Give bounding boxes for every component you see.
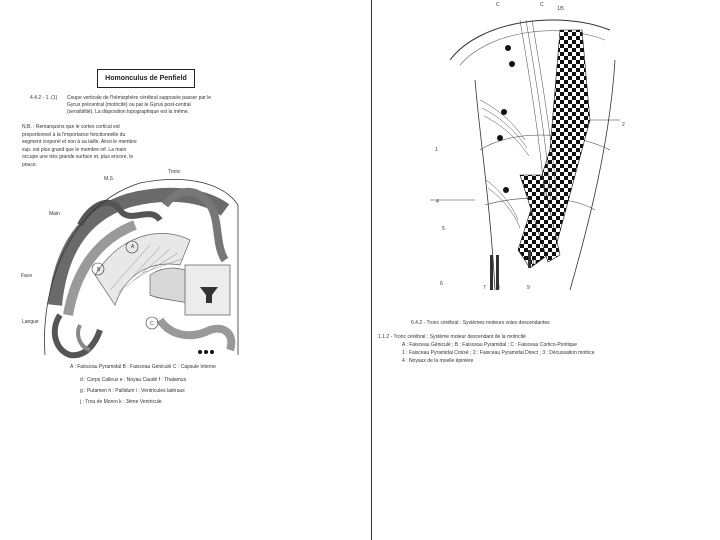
legend-line-3: g : Putamen h : Pallidum i : Ventricules latéraux: [80, 388, 185, 394]
rp-legend-4: 4 : Noyaux de la moelle épinière: [402, 358, 474, 364]
brainstem-motor-pathways-figure: [420, 0, 640, 300]
label-c: C: [150, 321, 154, 327]
rp-label-4: 4: [436, 199, 439, 205]
label-b: B: [97, 267, 101, 273]
rp-label-1: 1: [435, 147, 438, 153]
label-langue: Langue: [22, 319, 39, 325]
figure-ref: 4.4.2 - 1. (1): [30, 95, 58, 101]
note-paragraph: N.B. : Remarquons que le cortex cortical est proportionnel à la l'importance fonctionnelle du segment corporel et non à sa taille. Ainsi le membre sup. est plus grand que le membre inf. La main occupe une très grande surface et, plus encore, le pouce.: [22, 124, 137, 168]
intro-line-3: (sensibilité). La disposition topographique est la même.: [67, 109, 190, 115]
rp-label-6: 6: [440, 281, 443, 287]
rp-label-15: 1/5: [557, 6, 564, 12]
rp-label-9: 9: [527, 285, 530, 291]
figure-title: Homonculus de Penfield: [97, 69, 195, 88]
label-ms: M.S.: [104, 176, 115, 182]
rp-label-5: 5: [442, 226, 445, 232]
label-tronc: Tronc: [168, 169, 181, 175]
legend-line-4: j : Trou de Monro k : 3ème Ventricule: [80, 399, 162, 405]
rp-label-c2: C: [540, 2, 544, 8]
rp-label-c1: C: [496, 2, 500, 8]
label-face: Face: [21, 273, 33, 279]
intro-line-1: Coupe verticale de l'hémisphère cérébral supposée passer par le: [67, 95, 212, 101]
rp-label-2: 2: [622, 122, 625, 128]
page-divider: [371, 0, 372, 540]
rp-label-7: 7: [483, 285, 486, 291]
rp-legend-1: 1.1.2 - Tronc cérébral : Système moteur descendant de la motricité: [378, 334, 526, 340]
rp-caption: 6.4.2 - Tronc cérébral : Systèmes moteurs voies descendantes: [411, 320, 550, 326]
rp-label-8: 8: [497, 285, 500, 291]
brain-coronal-figure: [40, 165, 240, 360]
label-main: Main: [49, 211, 60, 217]
intro-line-2: Gyrus précentral (motricité) ou par le Gyrus post-central: [67, 102, 191, 108]
rp-legend-3: 1 : Faisceau Pyramidal Croisé ; 2 : Faisceau Pyramidal Direct ; 3 : Décussation motrice: [402, 350, 595, 356]
legend-line-1: A : Faisceau Pyramidal B : Faisceau Géniculé C : Capsule Interne: [70, 364, 216, 370]
rp-legend-2: A : Faisceau Géniculé ; B : Faisceau Pyramidal ; C : Faisceau Cortico-Pontique: [402, 342, 578, 348]
legend-line-2: d : Corps Calleux e : Noyau Caudé f : Thalamus: [80, 377, 187, 383]
rp-label-10: 10: [532, 260, 538, 266]
label-a: A: [131, 244, 135, 250]
